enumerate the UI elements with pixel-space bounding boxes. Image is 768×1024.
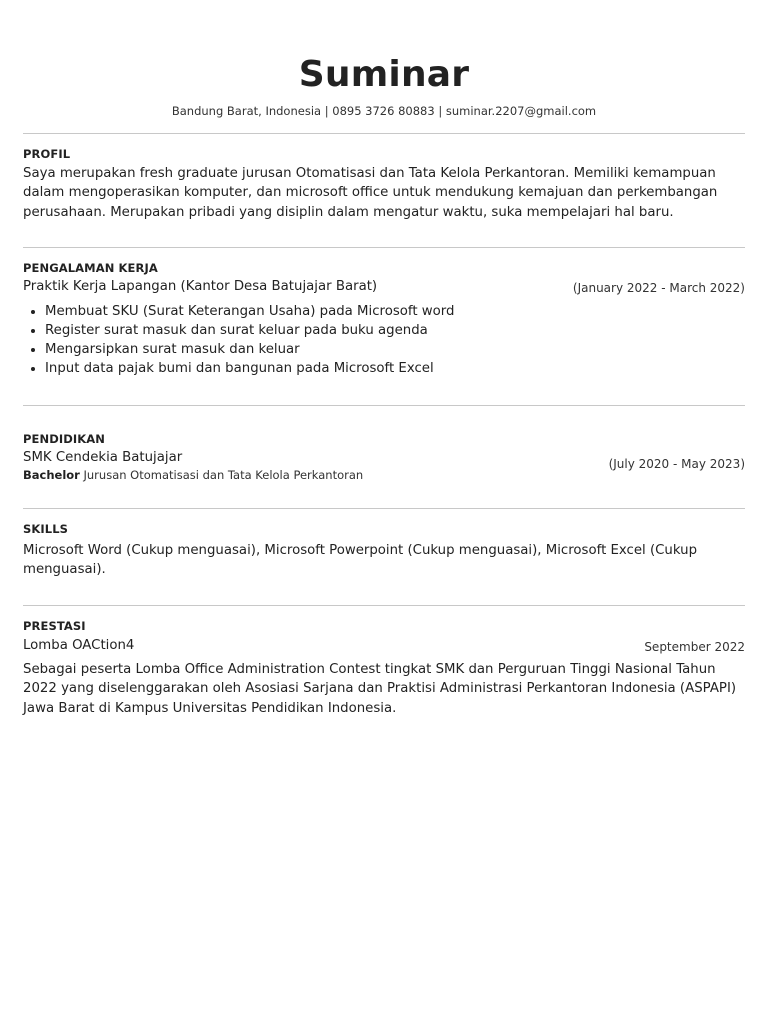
award-description: Sebagai peserta Lomba Office Administration Contest tingkat SMK dan Perguruan Tinggi Nasional Tahun 2022 yang diselenggarakan oleh Asosiasi Sarjana dan Praktisi Administrasi Perkantoran Indonesia (ASPAPI) Jawa Barat di Kampus Universitas Pendidikan Indonesia.	[23, 662, 737, 716]
section-title-prestasi: PRESTASI	[23, 619, 86, 633]
major-label: Jurusan Otomatisasi dan Tata Kelola Perkantoran	[83, 468, 364, 482]
award-date: September 2022	[644, 640, 745, 654]
list-item: • Register surat masuk dan surat keluar pada buku agenda	[45, 321, 767, 340]
resume-name: Suminar	[298, 54, 470, 95]
divider	[23, 247, 745, 248]
award-title: Lomba OACtion4	[23, 638, 135, 653]
job-date: (January 2022 - March 2022)	[572, 281, 745, 295]
divider	[23, 508, 745, 509]
section-title-experience: PENGALAMAN KERJA	[23, 261, 158, 275]
divider	[23, 605, 745, 606]
list-item: • Input data pajak bumi dan bangunan pada Microsoft Excel	[45, 359, 767, 378]
job-duties-list	[23, 302, 767, 378]
divider	[23, 133, 745, 134]
list-item: • Mengarsipkan surat masuk dan keluar	[45, 340, 767, 359]
profil-text: Saya merupakan fresh graduate jurusan Otomatisasi dan Tata Kelola Perkantoran. Memiliki kemampuan dalam mengoperasikan komputer, dan microsoft office untuk mendukung kemajuan dan perkembangan perusahaan. Merupakan pribadi yang disiplin dalam mengatur waktu, suka mempelajari hal baru.	[23, 166, 718, 220]
contact-info: Bandung Barat, Indonesia | 0895 3726 80883 | suminar.2207@gmail.com	[171, 104, 597, 118]
degree-label: Bachelor	[23, 468, 80, 482]
education-degree-line	[23, 468, 363, 483]
job-title: Praktik Kerja Lapangan (Kantor Desa Batujajar Barat)	[23, 279, 378, 294]
school-name: SMK Cendekia Batujajar	[23, 450, 183, 465]
skills-text: Microsoft Word (Cukup menguasai), Microsoft Powerpoint (Cukup menguasai), Microsoft Excel (Cukup menguasai).	[23, 543, 698, 578]
section-title-profil: PROFIL	[23, 147, 71, 161]
divider	[23, 405, 745, 406]
education-date: (July 2020 - May 2023)	[608, 457, 745, 471]
section-title-education: PENDIDIKAN	[23, 432, 105, 446]
list-item: • Membuat SKU (Surat Keterangan Usaha) pada Microsoft word	[45, 302, 767, 321]
section-title-skills: SKILLS	[23, 522, 69, 536]
